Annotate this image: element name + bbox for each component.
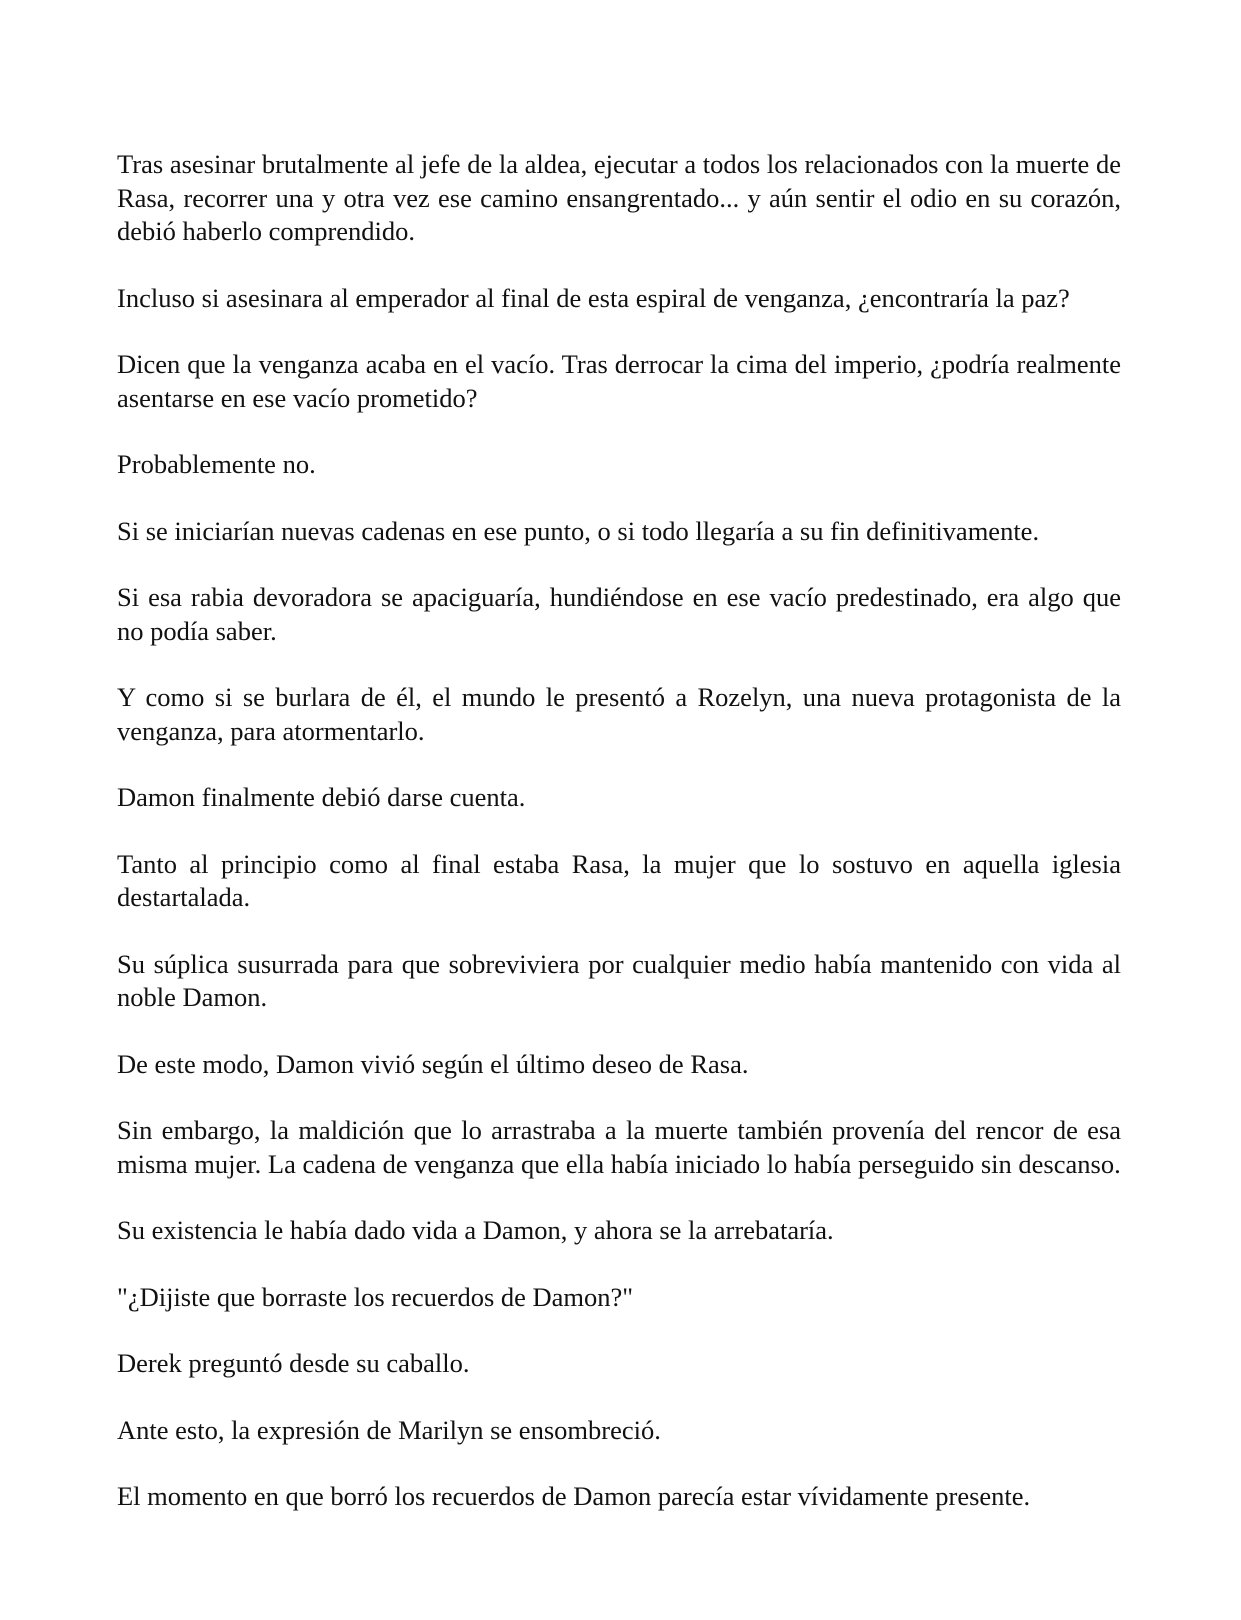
paragraph-9: Tanto al principio como al final estaba Rasa, la mujer que lo sostuvo en aquella iglesia destartalada. (117, 848, 1121, 912)
paragraph-8: Damon finalmente debió darse cuenta. (117, 782, 526, 812)
paragraph-16: Ante esto, la expresión de Marilyn se ensombreció. (117, 1414, 661, 1445)
paragraph-13: Su existencia le había dado vida a Damon, y ahora se la arrebataría. (117, 1215, 834, 1245)
paragraph-14: "¿Dijiste que borraste los recuerdos de Damon?" (117, 1281, 634, 1312)
paragraph-5: Si se iniciarían nuevas cadenas en ese punto, o si todo llegaría a su fin definitivamente. (117, 515, 1040, 546)
paragraph-1: Tras asesinar brutalmente al jefe de la aldea, ejecutar a todos los relacionados con la muerte de Rasa, recorrer una y otra vez ese camino ensangrentado... y aún sentir el odio en su corazón, debió haberlo comprendido. (117, 149, 1121, 246)
paragraph-6: Si esa rabia devoradora se apaciguaría, hundiéndose en ese vacío predestinado, era algo que no podía saber. (117, 582, 1121, 646)
paragraph-10: Su súplica susurrada para que sobreviviera por cualquier medio había mantenido con vida al noble Damon. (117, 948, 1121, 1012)
paragraph-2: Incluso si asesinara al emperador al final de esta espiral de venganza, ¿encontraría la paz? (117, 282, 1070, 313)
paragraph-4: Probablemente no. (117, 449, 316, 479)
paragraph-12: Sin embargo, la maldición que lo arrastraba a la muerte también provenía del rencor de esa misma mujer. La cadena de venganza que ella había iniciado lo había perseguido sin descanso. (117, 1115, 1121, 1179)
paragraph-17: El momento en que borró los recuerdos de Damon parecía estar vívidamente presente. (117, 1481, 1031, 1511)
document-body (117, 148, 1121, 1547)
paragraph-15: Derek preguntó desde su caballo. (117, 1348, 470, 1378)
paragraph-3: Dicen que la venganza acaba en el vacío. Tras derrocar la cima del imperio, ¿podría realmente asentarse en ese vacío prometido? (117, 349, 1121, 413)
paragraph-7: Y como si se burlara de él, el mundo le presentó a Rozelyn, una nueva protagonista de la venganza, para atormentarlo. (117, 682, 1121, 746)
paragraph-11: De este modo, Damon vivió según el último deseo de Rasa. (117, 1048, 749, 1079)
